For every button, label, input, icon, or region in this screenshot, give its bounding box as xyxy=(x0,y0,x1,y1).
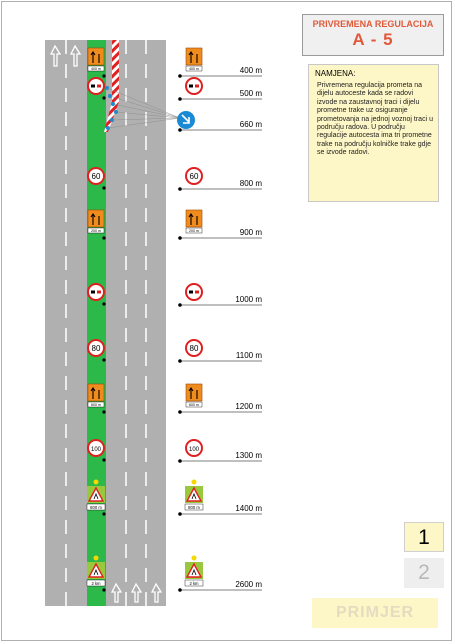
sign-plate-text: 800 m xyxy=(188,505,200,510)
sign-roadworks-right-9 xyxy=(185,480,203,511)
roadside-post-dot xyxy=(178,512,182,516)
sign-plate-text: 200 m xyxy=(91,229,101,233)
sign-lane-info-right-4 xyxy=(186,210,202,233)
speed-value: 60 xyxy=(91,172,101,181)
roadside-post-dot xyxy=(178,410,182,414)
sign-plate-text: 400 m xyxy=(189,67,199,71)
roadside-post-dot xyxy=(178,459,182,463)
sign-lane-info-median-4 xyxy=(88,210,104,233)
median-post-dot xyxy=(102,236,105,239)
median-post-dot xyxy=(102,458,105,461)
speed-value: 100 xyxy=(188,447,200,453)
regulation-title: PRIVREMENA REGULACIJA xyxy=(312,19,434,29)
sign-lane-info-median-7 xyxy=(88,384,104,407)
distance-label: 2600 m xyxy=(235,580,262,589)
sign-plate-text: 2 km xyxy=(91,581,101,586)
page-number-current[interactable]: 1 xyxy=(404,522,444,552)
distance-label: 800 m xyxy=(239,179,262,188)
median-post-dot xyxy=(102,302,105,305)
regulation-code: A - 5 xyxy=(352,30,394,49)
median-post-dot xyxy=(102,588,105,591)
sign-plate-text: 200 m xyxy=(189,229,199,233)
median-strip xyxy=(87,40,106,606)
watermark-label: PRIMJER xyxy=(312,598,438,628)
median-post-dot xyxy=(102,410,105,413)
sign-speed-limit-right-3 xyxy=(186,168,202,184)
sign-no-overtake-median-1 xyxy=(88,78,104,94)
distance-label: 1200 m xyxy=(235,402,262,411)
sign-speed-limit-median-6 xyxy=(88,340,104,356)
roadside-post-dot xyxy=(178,128,182,132)
sign-speed-limit-median-8 xyxy=(88,440,104,456)
speed-value: 80 xyxy=(91,344,101,353)
distance-label: 660 m xyxy=(239,120,262,129)
distance-label: 1300 m xyxy=(235,451,262,460)
sign-lane-info-median-0 xyxy=(88,48,104,71)
sign-speed-limit-right-8 xyxy=(186,440,202,456)
distance-label: 1100 m xyxy=(235,351,262,360)
roadside-post-dot xyxy=(178,236,182,240)
sign-no-overtake-median-5 xyxy=(88,284,104,300)
distance-label: 1400 m xyxy=(235,504,262,513)
median-post-dot xyxy=(102,74,105,77)
distance-label: 500 m xyxy=(239,89,262,98)
sign-plate-text: 600 m xyxy=(91,403,101,407)
sign-keep-right-right-2 xyxy=(177,111,195,129)
median-post-dot xyxy=(102,358,105,361)
distance-label: 1000 m xyxy=(235,295,262,304)
roadside-post-dot xyxy=(178,359,182,363)
purpose-text: Privremena regulacija prometa na dijelu autoceste kada se radovi izvode na zaustavnoj traci i dijelu prometne trake uz osiguranje prometovanja na jednoj voznoj traci u području radova. U području regulacije autocesta ima tri prometne trake na području kolničke trake gdje se izvode radovi. xyxy=(317,82,433,157)
title-box xyxy=(302,14,444,56)
distance-label: 400 m xyxy=(239,66,262,75)
median-post-dot xyxy=(102,186,105,189)
purpose-note xyxy=(308,64,439,202)
speed-value: 60 xyxy=(189,172,199,181)
speed-value: 100 xyxy=(90,447,102,453)
sign-no-overtake-right-1 xyxy=(186,78,202,94)
right-carriageway xyxy=(106,40,166,606)
sign-plate-text: 600 m xyxy=(189,403,199,407)
roadside-post-dot xyxy=(178,303,182,307)
median-post-dot xyxy=(102,96,105,99)
sign-roadworks-right-10 xyxy=(185,556,203,587)
roadside-post-dot xyxy=(178,588,182,592)
distance-label: 900 m xyxy=(239,228,262,237)
roadside-post-dot xyxy=(178,97,182,101)
median-post-dot xyxy=(102,512,105,515)
sign-plate-text: 800 m xyxy=(90,505,102,510)
page-number-other[interactable]: 2 xyxy=(404,558,444,588)
purpose-title: NAMJENA: xyxy=(315,69,356,78)
speed-value: 80 xyxy=(189,344,199,353)
roadside-post-dot xyxy=(178,74,182,78)
sign-no-overtake-right-5 xyxy=(186,284,202,300)
sign-plate-text: 400 m xyxy=(91,67,101,71)
sign-lane-info-right-7 xyxy=(186,384,202,407)
roadside-post-dot xyxy=(178,187,182,191)
sign-speed-limit-median-3 xyxy=(88,168,104,184)
sign-speed-limit-right-6 xyxy=(186,340,202,356)
sign-lane-info-right-0 xyxy=(186,48,202,71)
sign-plate-text: 2 km xyxy=(189,581,199,586)
